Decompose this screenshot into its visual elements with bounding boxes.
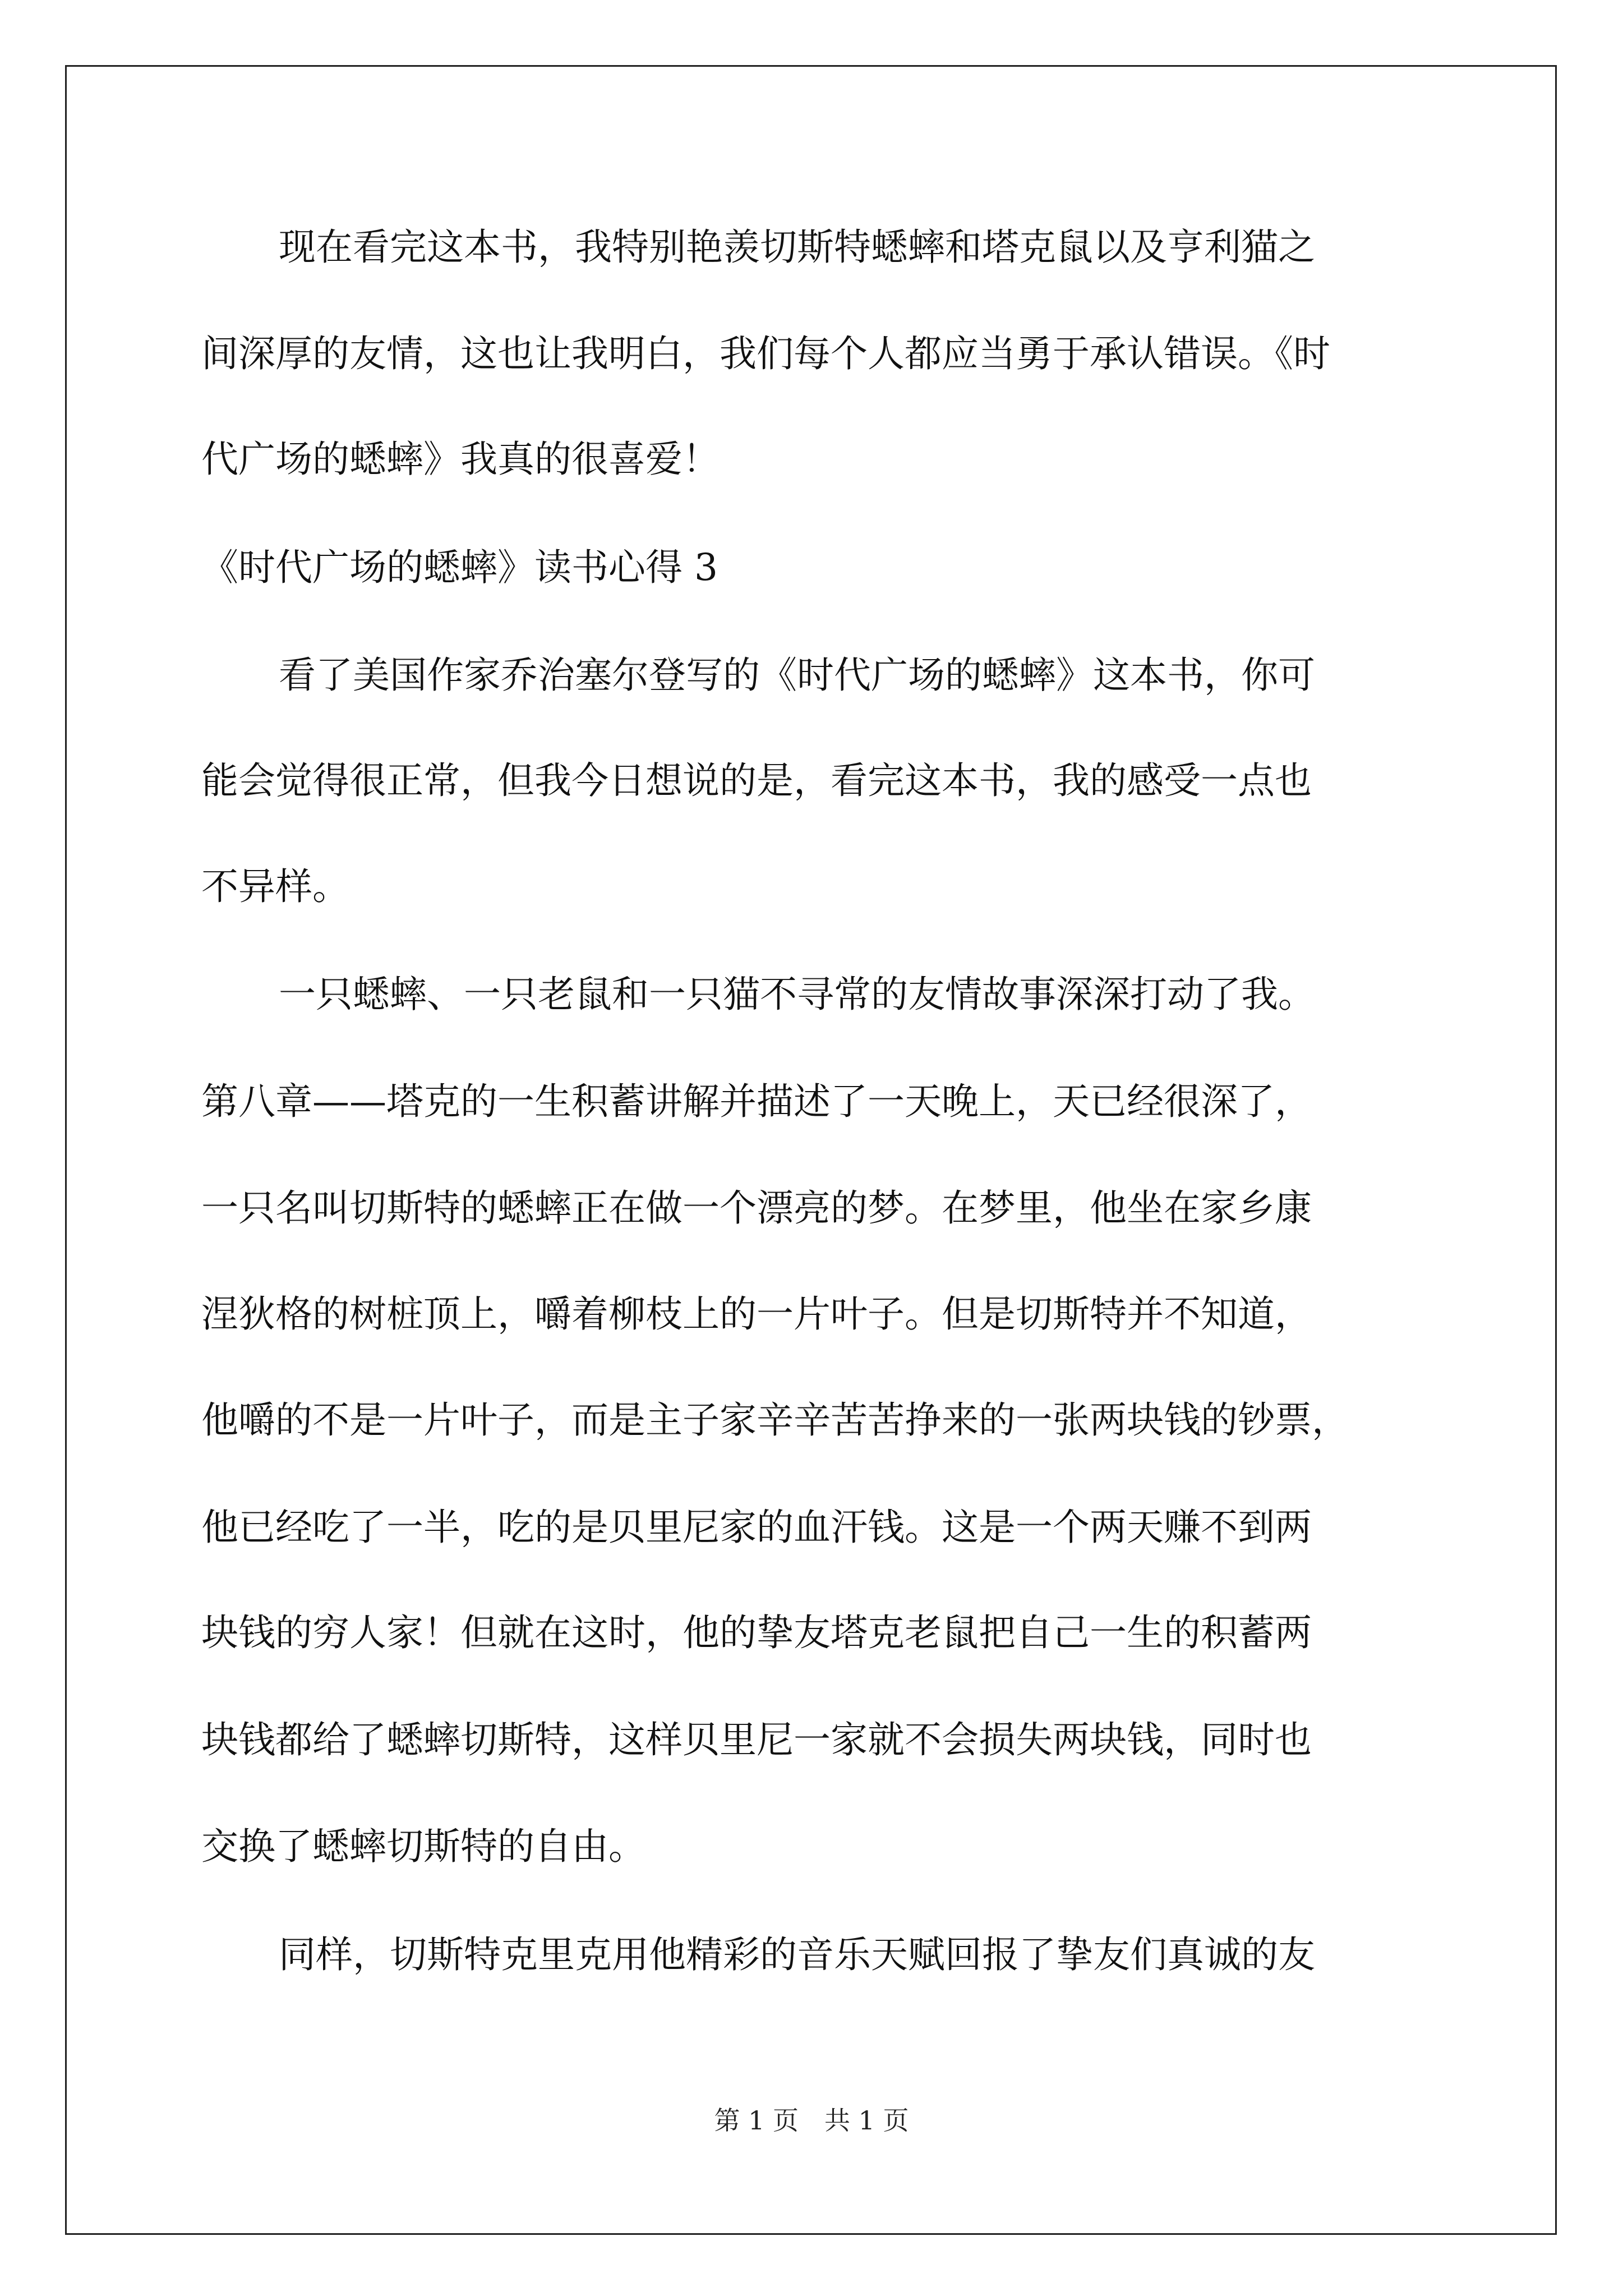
paragraph-line: 块钱都给了蟋蟀切斯特，这样贝里尼一家就不会损失两块钱，同时也 — [201, 1718, 1312, 1761]
paragraph-line: 能会觉得很正常，但我今日想说的是，看完这本书，我的感受一点也 — [201, 759, 1312, 802]
paragraph-line: 一只蟋蟀、一只老鼠和一只猫不寻常的友情故事深深打动了我。 — [279, 973, 1315, 1016]
paragraph-line: 代广场的蟋蟀》我真的很喜爱！ — [201, 438, 720, 481]
paragraph-line: 涅狄格的树桩顶上，嚼着柳枝上的一片叶子。但是切斯特并不知道， — [201, 1292, 1312, 1336]
paragraph-line: 块钱的穷人家！但就在这时，他的挚友塔克老鼠把自己一生的积蓄两 — [201, 1611, 1312, 1654]
paragraph-line: 交换了蟋蟀切斯特的自由。 — [201, 1825, 645, 1868]
section-heading: 《时代广场的蟋蟀》读书心得 3 — [201, 546, 718, 589]
page-border — [65, 65, 1557, 2235]
paragraph-line: 他嚼的不是一片叶子，而是主子家辛辛苦苦挣来的一张两块钱的钞票， — [201, 1398, 1349, 1442]
paragraph-line: 同样，切斯特克里克用他精彩的音乐天赋回报了挚友们真诚的友 — [279, 1933, 1315, 1976]
paragraph-line: 看了美国作家乔治塞尔登写的《时代广场的蟋蟀》这本书，你可 — [279, 654, 1315, 697]
paragraph-line: 他已经吃了一半，吃的是贝里尼家的血汗钱。这是一个两天赚不到两 — [201, 1506, 1312, 1549]
paragraph-line: 第八章——塔克的一生积蓄讲解并描述了一天晚上，天已经很深了， — [201, 1080, 1312, 1123]
page-number-footer: 第 1 页 共 1 页 — [714, 2105, 909, 2136]
paragraph-line: 一只名叫切斯特的蟋蟀正在做一个漂亮的梦。在梦里，他坐在家乡康 — [201, 1186, 1312, 1230]
paragraph-line: 现在看完这本书，我特别艳羡切斯特蟋蟀和塔克鼠以及亨利猫之 — [279, 226, 1315, 269]
paragraph-line: 不异样。 — [201, 865, 349, 908]
paragraph-line: 间深厚的友情，这也让我明白，我们每个人都应当勇于承认错误。《时 — [201, 332, 1330, 375]
